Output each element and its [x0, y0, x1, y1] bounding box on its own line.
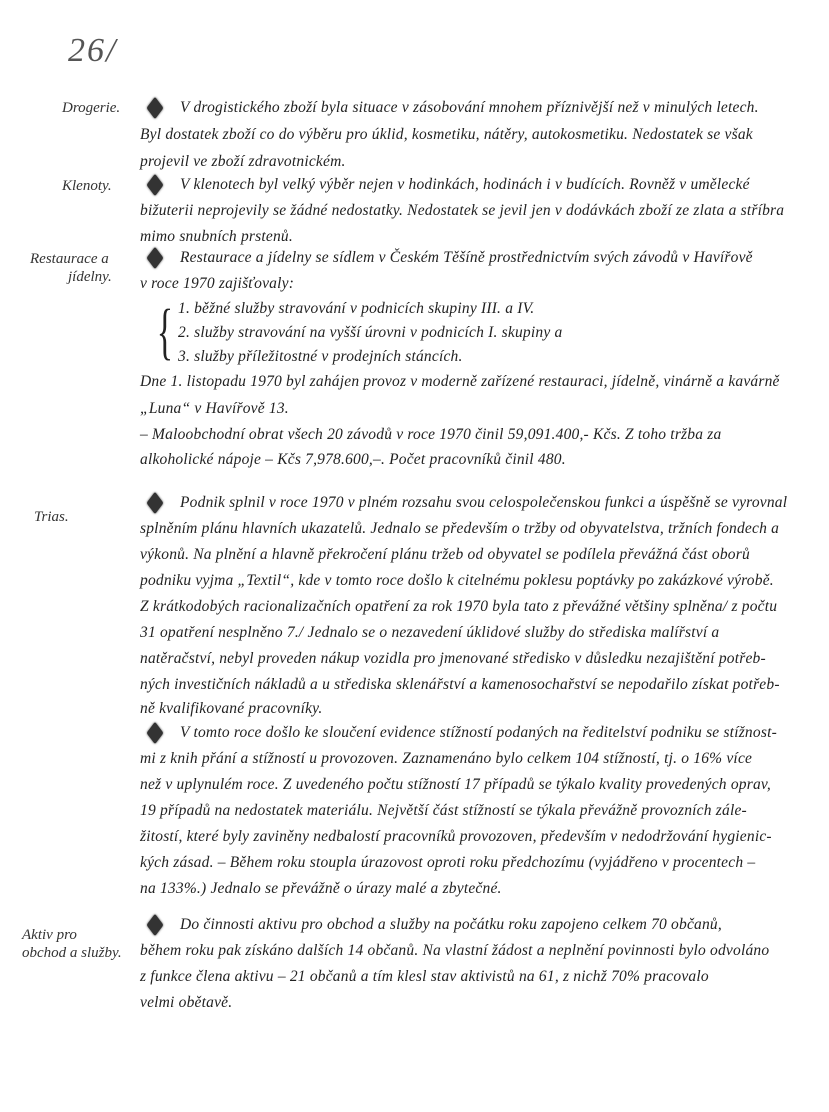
text-line: V klenotech byl velký výběr nejen v hodinkách, hodinách i v budících. Rovněž v umělecké — [180, 176, 750, 193]
text-line: než v uplynulém roce. Z uvedeného počtu stížností 17 případů se týkalo kvality provedených oprav, — [140, 776, 771, 793]
text-line: žitostí, které byly zaviněny nedbalostí pracovníků provozoven, především v nedodržování hygienic- — [140, 828, 772, 845]
text-line: v roce 1970 zajišťovaly: — [140, 275, 295, 292]
margin-label-trias: Trias. — [34, 509, 69, 525]
margin-label-aktiv — [22, 926, 122, 962]
text-line: Z krátkodobých racionalizačních opatření za rok 1970 byla tato z převážné většiny splněna/ z počtu — [140, 598, 778, 615]
text-line: mi z knih přání a stížností u provozoven. Zaznamenáno bylo celkem 104 stížností, tj. o 16% více — [140, 750, 753, 767]
services-list — [140, 297, 820, 369]
text-line: velmi obětavě. — [140, 994, 233, 1011]
brace-icon: { — [156, 298, 174, 366]
text-line: natěračství, nebyl proveden nákup vozidla pro jmenované středisko v důsledku nezajištění potřeb- — [140, 650, 766, 667]
section-klenoty — [140, 172, 820, 250]
text-line: 19 případů na nedostatek materiálu. Největší část stížností se týkala převážně provozních zále- — [140, 802, 747, 819]
section-trias — [140, 490, 820, 902]
text-line: Podnik splnil v roce 1970 v plném rozsahu svou celospolečenskou funkci a úspěšně se vyrovnal — [180, 494, 788, 511]
label-line: obchod a služby. — [22, 945, 122, 961]
text-line: alkoholické nápoje – Kčs 7,978.600,–. Počet pracovníků činil 480. — [140, 451, 566, 468]
text-line: bižuterii neprojevily se žádné nedostatky. Nedostatek se jevil jen v dodávkách zboží ze zlata a stříbra — [140, 202, 785, 219]
text-line: V tomto roce došlo ke sloučení evidence stížností podaných na ředitelství podniku se stížnost- — [180, 724, 777, 741]
text-line: „Luna“ v Havířově 13. — [140, 400, 289, 417]
section-restaurace — [140, 245, 820, 473]
text-line: podniku vyjma „Textil“, kde v tomto roce došlo k citelnému poklesu poptávky po zakázkové výrobě. — [140, 572, 774, 589]
list-item: 2. služby stravování na vyšší úrovni v podnicích I. skupiny a — [178, 324, 563, 341]
paragraph-complaints — [140, 720, 820, 902]
text-line: na 133%.) Jednalo se převážně o úrazy malé a zbytečné. — [140, 880, 502, 897]
text-line: Dne 1. listopadu 1970 byl zahájen provoz v moderně zařízené restauraci, jídelně, vinárně a kavárně — [140, 373, 780, 390]
section-aktiv — [140, 912, 820, 1016]
text-line: ných investičních nákladů a u střediska sklenářství a kamenosochařství se nepodařilo získat potřeb- — [140, 676, 780, 693]
text-line: ně kvalifikované pracovníky. — [140, 700, 323, 717]
list-item: 1. běžné služby stravování v podnicích skupiny III. a IV. — [178, 300, 535, 317]
text-line: výkonů. Na plnění a hlavně překročení plánu tržeb od obyvatel se podílela převážná část oborů — [140, 546, 750, 563]
section-drogerie — [140, 95, 820, 175]
text-line: projevil ve zboží zdravotnickém. — [140, 153, 346, 170]
label-line: Restaurace a — [30, 251, 109, 267]
margin-label-restaurace — [30, 250, 112, 286]
text-line: mimo snubních prstenů. — [140, 228, 293, 245]
text-line: V drogistického zboží byla situace v zásobování mnohem příznivější než v minulých letech. — [180, 99, 759, 116]
text-line: splněním plánu hlavních ukazatelů. Jednalo se především o tržby od obyvatelstva, tržních fondech a — [140, 520, 780, 537]
text-line: – Maloobchodní obrat všech 20 závodů v roce 1970 činil 59,091.400,- Kčs. Z toho tržba za — [140, 426, 722, 443]
margin-label-drogerie: Drogerie. — [62, 100, 121, 116]
list-item: 3. služby příležitostné v prodejních stáncích. — [178, 348, 463, 365]
page-number: 26/ — [68, 32, 118, 69]
text-line: Restaurace a jídelny se sídlem v Českém Těšíně prostřednictvím svých závodů v Havířově — [180, 249, 753, 266]
text-line: během roku pak získáno dalších 14 občanů. Na vlastní žádost a neplnění povinnosti bylo odvoláno — [140, 942, 770, 959]
text-line: z funkce člena aktivu – 21 občanů a tím klesl stav aktivistů na 61, z nichž 70% pracovalo — [140, 968, 709, 985]
label-line: Aktiv pro — [22, 927, 77, 943]
text-line: Do činnosti aktivu pro obchod a služby na počátku roku zapojeno celkem 70 občanů, — [180, 916, 722, 933]
label-line: jídelny. — [68, 269, 112, 285]
text-line: Byl dostatek zboží co do výběru pro úklid, kosmetiku, nátěry, autokosmetiku. Nedostatek se však — [140, 126, 753, 143]
text-line: kých zásad. – Během roku stoupla úrazovost oproti roku předchozímu (vyjádřeno v procentech – — [140, 854, 756, 871]
text-line: 31 opatření nesplněno 7./ Jednalo se o nezavedení úklidové služby do střediska malířství a — [140, 624, 720, 641]
margin-label-klenoty: Klenoty. — [62, 178, 112, 194]
